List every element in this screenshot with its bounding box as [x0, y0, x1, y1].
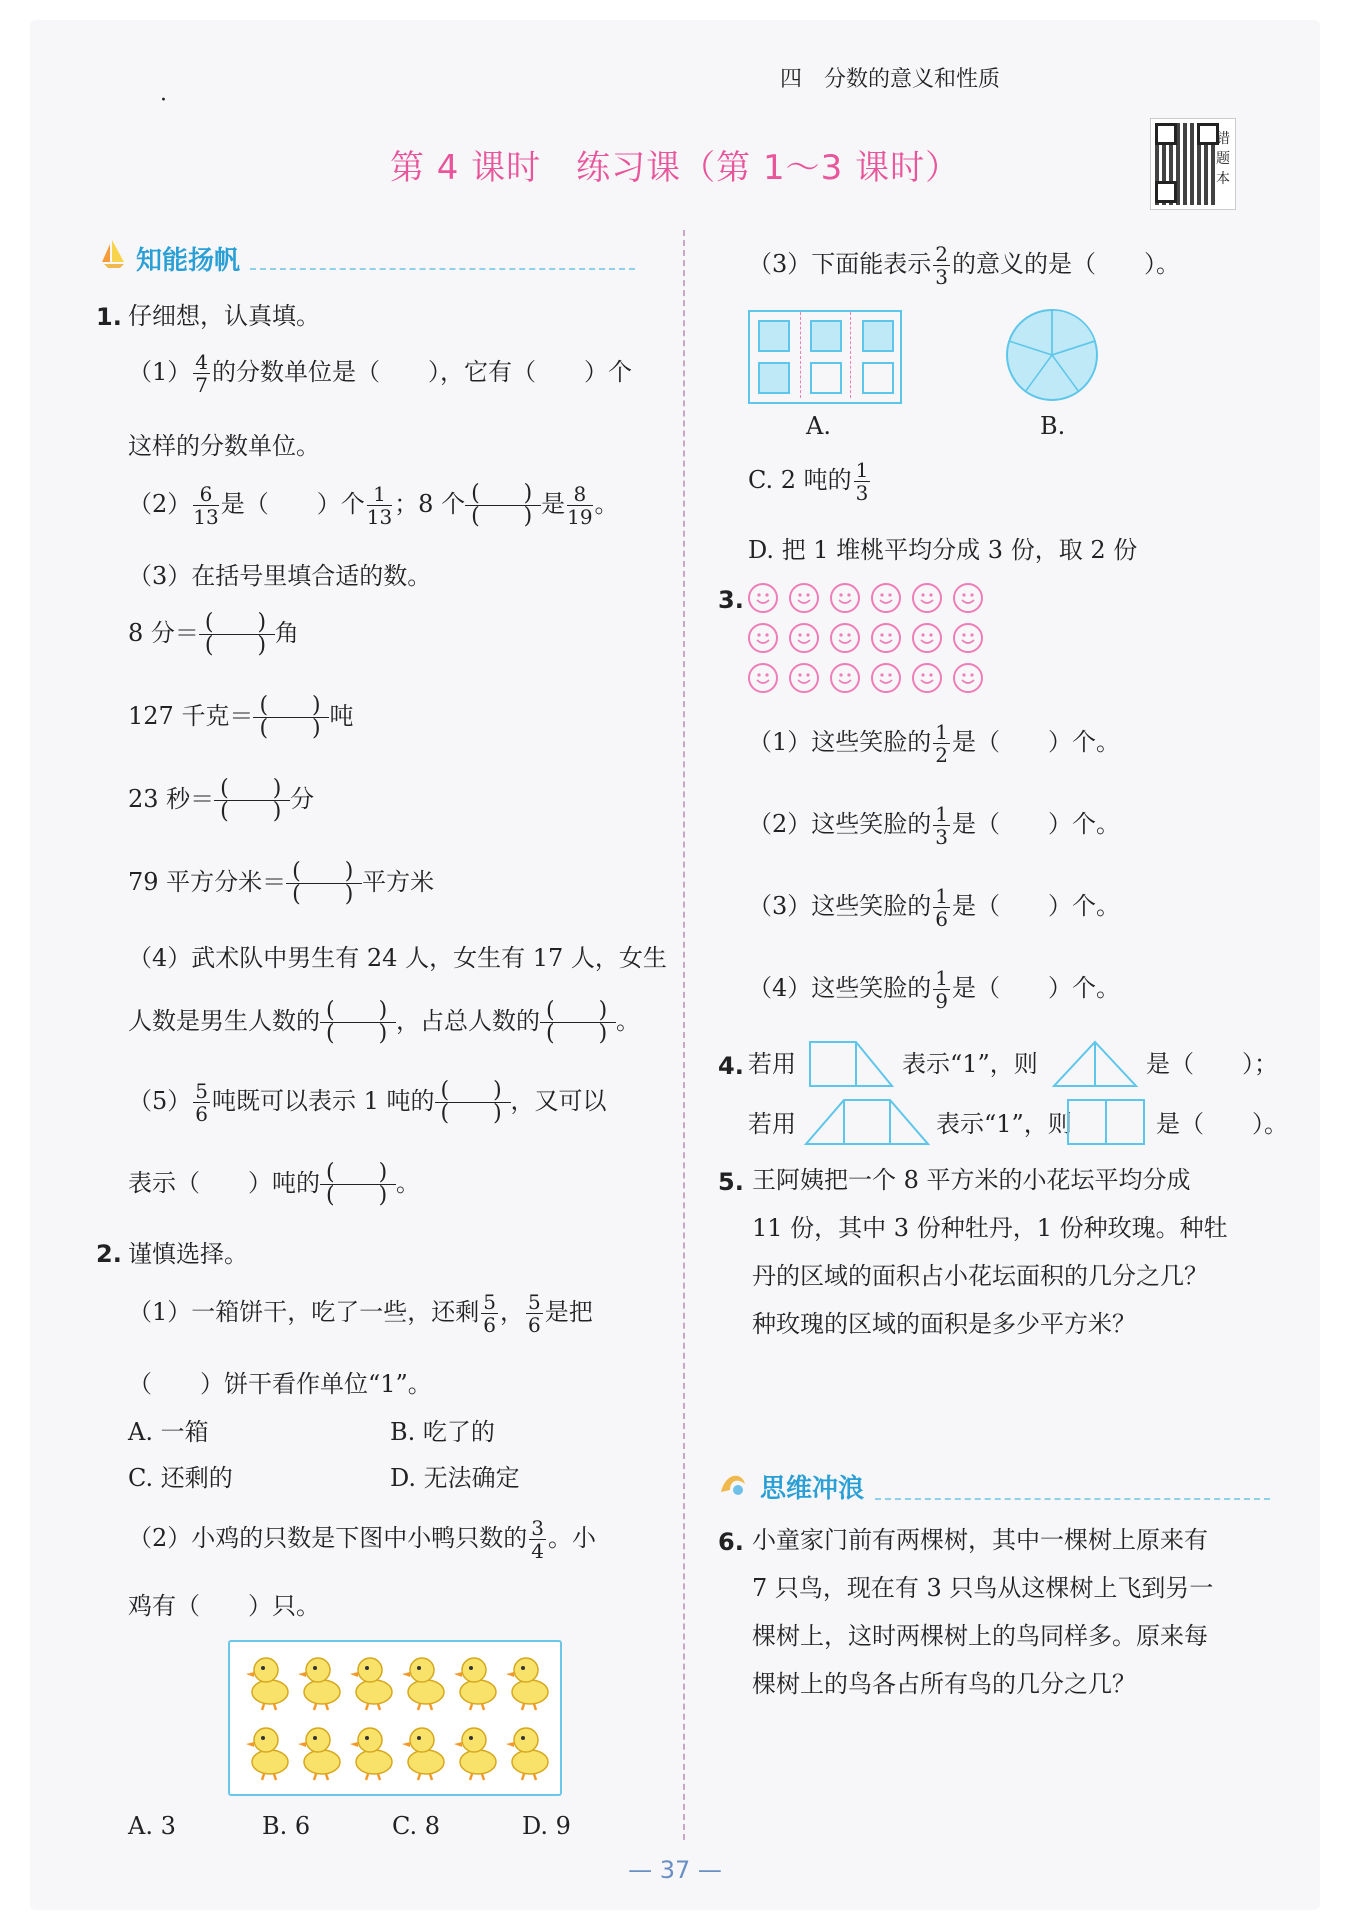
q1-title: 仔细想，认真填。 — [128, 302, 320, 330]
q5-line: 种玫瑰的区域的面积是多少平方米？ — [752, 1310, 1136, 1338]
section-title-left: 知能扬帆 — [136, 246, 241, 276]
option-b[interactable]: B. 吃了的 — [390, 1418, 495, 1446]
q6-number: 6. — [718, 1528, 744, 1556]
q5-line: 王阿姨把一个 8 平方米的小花坛平均分成 — [752, 1166, 1191, 1194]
q1-part5: （5） $\frac{5}{6}$ 吨既可以表示 1 吨的 ( ) ( ) ，又可以 — [128, 1078, 607, 1126]
qr-corner — [1155, 181, 1177, 203]
answer-blank[interactable]: ( ) ( ) — [286, 861, 362, 906]
chapter-header: 四 分数的意义和性质 — [779, 67, 1000, 92]
q4-number: 4. — [718, 1052, 744, 1080]
option-b[interactable]: B. 6 — [262, 1812, 311, 1840]
q3-item: （2）这些笑脸的 $\frac{1}{3}$ 是（ ）个。 — [748, 802, 1121, 849]
q5-line: 11 份，其中 3 份种牡丹，1 份种玫瑰。种牡 — [752, 1214, 1228, 1242]
duck-icon — [348, 1722, 398, 1782]
option-a[interactable]: A. 3 — [128, 1812, 176, 1840]
smiley-face-icon — [912, 583, 942, 613]
option-b[interactable]: B. — [1040, 412, 1066, 440]
answer-blank[interactable]: ( ) ( ) — [199, 612, 275, 657]
q6-line: 7 只鸟，现在有 3 只鸟从这棵树上飞到另一 — [752, 1574, 1214, 1602]
option-c[interactable]: C. 2 吨的 $\frac{1}{3}$ — [748, 458, 869, 505]
duck-icon — [504, 1652, 554, 1712]
smiley-face-icon — [789, 583, 819, 613]
q3-number: 3. — [718, 586, 744, 614]
pie-figure-b — [1005, 308, 1099, 406]
duck-icon — [400, 1652, 450, 1712]
q1-part4: （4）武术队中男生有 24 人，女生有 17 人，女生 — [128, 944, 667, 972]
qr-corner — [1155, 123, 1177, 145]
q6-line: 棵树上的鸟各占所有鸟的几分之几？ — [752, 1670, 1136, 1698]
qr-label: 错 题 本 — [1216, 131, 1230, 187]
q2-part2-cont: 鸡有（ ）只。 — [128, 1592, 320, 1620]
option-c[interactable]: C. 还剩的 — [128, 1464, 233, 1492]
shaded-cell — [758, 320, 790, 352]
duck-icon — [452, 1722, 502, 1782]
q5-number: 5. — [718, 1168, 744, 1196]
duck-icon — [244, 1722, 294, 1782]
smiley-face-icon — [953, 663, 983, 693]
column-divider — [683, 230, 685, 1840]
sail-icon — [98, 238, 128, 272]
option-d[interactable]: D. 无法确定 — [390, 1464, 520, 1492]
q3-item: （4）这些笑脸的 $\frac{1}{9}$ 是（ ）个。 — [748, 966, 1121, 1013]
q2-part1: （1）一箱饼干，吃了一些，还剩 $\frac{5}{6}$ ， $\frac{5}{6}$ 是把 — [128, 1290, 593, 1337]
q2-number: 2. — [96, 1240, 122, 1268]
q3-item: （3）这些笑脸的 $\frac{1}{6}$ 是（ ）个。 — [748, 884, 1121, 931]
conversion-row: 8 分＝ ( ) ( ) 角 — [128, 610, 299, 658]
section-underline — [250, 268, 635, 270]
conversion-row: 23 秒＝ ( ) ( ) 分 — [128, 776, 315, 824]
smiley-face-icon — [789, 663, 819, 693]
wave-icon — [718, 1468, 748, 1502]
smiley-face-icon — [830, 663, 860, 693]
conversion-row: 127 千克＝ ( ) ( ) 吨 — [128, 693, 354, 741]
q2-part1-cont: （ ）饼干看作单位“1”。 — [128, 1370, 432, 1398]
answer-blank[interactable]: ( ) ( ) — [253, 695, 329, 740]
rectangle-shape-icon — [1066, 1098, 1146, 1150]
duck-figure — [228, 1640, 562, 1796]
decorative-dot: · — [160, 88, 167, 113]
smiley-face-icon — [748, 583, 778, 613]
duck-icon — [452, 1652, 502, 1712]
smiley-face-icon — [748, 623, 778, 653]
section-title-right: 思维冲浪 — [760, 1474, 865, 1504]
option-a[interactable]: A. — [806, 412, 831, 440]
smiley-face-icon — [871, 583, 901, 613]
duck-icon — [296, 1652, 346, 1712]
option-a[interactable]: A. 一箱 — [128, 1418, 209, 1446]
q1-part3: （3）在括号里填合适的数。 — [128, 562, 432, 590]
triangle-shape-icon — [1052, 1040, 1138, 1092]
duck-icon — [348, 1652, 398, 1712]
q4-line2-c: 是（ ）。 — [1156, 1110, 1288, 1138]
q1-number: 1. — [96, 303, 122, 331]
smiley-face-icon — [789, 623, 819, 653]
answer-blank[interactable]: ( ) ( ) — [540, 1000, 616, 1045]
q4-line2-a: 若用 — [748, 1110, 796, 1138]
q4-line1-a: 若用 — [748, 1050, 796, 1078]
q6-line: 小童家门前有两棵树，其中一棵树上原来有 — [752, 1526, 1208, 1554]
conversion-row: 79 平方分米＝ ( ) ( ) 平方米 — [128, 859, 435, 907]
q2-title: 谨慎选择。 — [128, 1240, 248, 1268]
q4-line2-b: 表示“1”，则 — [936, 1110, 1072, 1138]
q1-part5-cont: 表示（ ）吨的 ( ) ( ) 。 — [128, 1160, 420, 1208]
q1-part4-cont: 人数是男生人数的 ( ) ( ) ，占总人数的 ( ) ( ) 。 — [128, 998, 640, 1046]
answer-blank[interactable]: ( ) ( ) — [320, 1162, 396, 1207]
qr-code-icon[interactable] — [1150, 118, 1236, 210]
section-underline — [875, 1498, 1270, 1500]
smiley-face-icon — [830, 583, 860, 613]
q2-part3: （3）下面能表示 $\frac{2}{3}$ 的意义的是（ ）。 — [748, 242, 1181, 289]
answer-blank[interactable]: ( ) ( ) — [435, 1080, 511, 1125]
q6-line: 棵树上，这时两棵树上的鸟同样多。原来每 — [752, 1622, 1208, 1650]
smiley-face-icon — [953, 623, 983, 653]
duck-icon — [504, 1722, 554, 1782]
q1-part1-cont: 这样的分数单位。 — [128, 432, 320, 460]
answer-blank[interactable]: ( ) ( ) — [320, 1000, 396, 1045]
q1-part1: （1） $\frac{4}{7}$ 的分数单位是（ ），它有（ ）个 — [128, 350, 633, 397]
smiley-face-icon — [748, 663, 778, 693]
duck-icon — [400, 1722, 450, 1782]
smiley-face-icon — [912, 663, 942, 693]
answer-blank[interactable]: ( ) ( ) — [465, 483, 541, 528]
grid-cell — [862, 362, 894, 394]
q4-line1-b: 表示“1”，则 — [902, 1050, 1038, 1078]
smiley-face-icon — [871, 663, 901, 693]
page-title: 第 4 课时 练习课（第 1～3 课时） — [389, 148, 961, 188]
smiley-face-icon — [912, 623, 942, 653]
grid-cell — [810, 320, 842, 352]
smiley-face-icon — [830, 623, 860, 653]
smiley-face-icon — [871, 623, 901, 653]
option-c[interactable]: C. 8 — [392, 1812, 441, 1840]
duck-icon — [296, 1722, 346, 1782]
trapezoid-shape-icon — [808, 1040, 894, 1092]
big-trapezoid-shape-icon — [804, 1098, 930, 1150]
grid-figure-a — [748, 310, 902, 404]
option-d[interactable]: D. 把 1 堆桃平均分成 3 份，取 2 份 — [748, 536, 1138, 564]
smiley-face-icon — [953, 583, 983, 613]
q4-line1-c: 是（ ）； — [1146, 1050, 1278, 1078]
duck-icon — [244, 1652, 294, 1712]
shaded-cell — [758, 362, 790, 394]
page-number: — 37 — — [628, 1856, 722, 1884]
grid-cell — [862, 320, 894, 352]
grid-cell — [810, 362, 842, 394]
smiley-grid — [748, 583, 998, 693]
q1-part2: （2） $\frac{6}{13}$ 是（ ）个 $\frac{1}{13}$ ；8 个 ( ) ( ) 是 $\frac{8}{19}$ 。 — [128, 481, 619, 529]
q3-item: （1）这些笑脸的 $\frac{1}{2}$ 是（ ）个。 — [748, 720, 1121, 767]
answer-blank[interactable]: ( ) ( ) — [214, 778, 290, 823]
option-d[interactable]: D. 9 — [522, 1812, 571, 1840]
q2-part2: （2）小鸡的只数是下图中小鸭只数的 $\frac{3}{4}$ 。小 — [128, 1516, 597, 1563]
q5-line: 丹的区域的面积占小花坛面积的几分之几？ — [752, 1262, 1208, 1290]
